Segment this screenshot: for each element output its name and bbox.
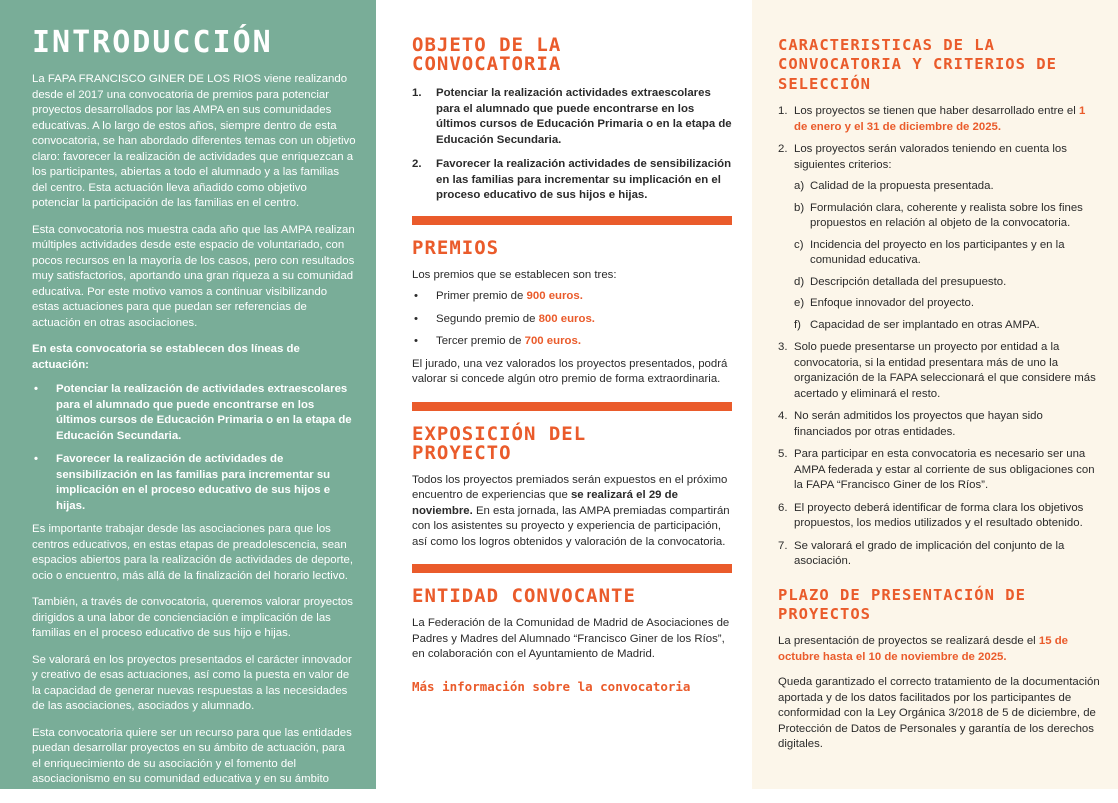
premio-item: [436, 312, 732, 328]
section-divider: [412, 216, 732, 225]
criterio-item: [794, 142, 1100, 333]
subcriterios-list: [794, 179, 1100, 333]
objeto-item: [436, 86, 732, 148]
subcriterio-letter: d): [794, 275, 804, 291]
criterio-text: Solo puede presentarse un proyecto por entidad a la convocatoria, si la entidad presentara más de uno la organización de la FAPA seleccionará el que considere más acertado y eliminará el resto.: [794, 341, 1096, 400]
premio-item: [436, 289, 732, 305]
subcriterio-item: [810, 179, 1100, 195]
criterio-number: 5.: [778, 447, 788, 463]
objeto-item-number: 2.: [412, 157, 422, 173]
premio-amount: 800 euros.: [539, 313, 595, 325]
criterio-item: [794, 501, 1100, 532]
premios-list: [412, 289, 732, 350]
premios-intro: Los premios que se establecen son tres:: [412, 268, 732, 284]
intro-lines-heading: En esta convocatoria se establecen dos líneas de actuación:: [32, 342, 356, 373]
objeto-title: OBJETO DE LA CONVOCATORIA: [412, 36, 642, 74]
entidad-text: La Federación de la Comunidad de Madrid de Asociaciones de Padres y Madres del Alumnado “Francisco Giner de los Ríos”, en colaboración con el Ayuntamiento de Madrid.: [412, 616, 732, 663]
premio-label: Tercer premio de: [436, 335, 525, 347]
caracteristicas-title: CARACTERISTICAS DE LA CONVOCATORIA Y CRITERIOS DE SELECCIÓN: [778, 36, 1100, 94]
exposicion-text: [412, 473, 732, 551]
introduccion-title: INTRODUCCIÓN: [32, 28, 356, 58]
intro-line-item: • Potenciar la realización de actividades extraescolares para el alumnado que puede encontrarse en los últimos cursos de Educación Primaria o en la etapa de Educación Secundaria.: [56, 382, 356, 444]
subcriterio-item: [810, 201, 1100, 232]
plazo-text-1: La presentación de proyectos se realizará desde el: [778, 635, 1039, 647]
subcriterio-letter: f): [794, 318, 801, 334]
criterios-list: [778, 104, 1100, 570]
exposicion-text-1: Todos los proyectos premiados serán expuestos en el próximo encuentro de experiencias que: [412, 474, 727, 502]
criterio-item: [794, 104, 1100, 135]
subcriterio-text: Incidencia del proyecto en los participantes y en la comunidad educativa.: [810, 239, 1065, 267]
subcriterio-letter: c): [794, 238, 804, 254]
intro-paragraph-7: Esta convocatoria quiere ser un recurso para que las entidades puedan desarrollar proyectos en su ámbito de actuación, para el enriquecimiento de su asociación y el fomento del asociacionismo en su comunidad educativa y en su ámbito local.: [32, 726, 356, 803]
subcriterio-item: [810, 318, 1100, 334]
criterio-number: 4.: [778, 409, 788, 425]
exposicion-title: EXPOSICIÓN DEL PROYECTO: [412, 425, 642, 463]
criterio-number: 7.: [778, 539, 788, 555]
criterio-number: 6.: [778, 501, 788, 517]
premio-amount: 900 euros.: [527, 290, 583, 302]
intro-paragraph-4: Es importante trabajar desde las asociaciones para que los centros educativos, en estas etapas de preadolescencia, sean espacios abiertos para la realización de actividades de deporte, ocio o encuentro, más allá de la finalización del horario lectivo.: [32, 522, 356, 584]
intro-lines-list: [32, 382, 356, 514]
subcriterio-text: Descripción detallada del presupuesto.: [810, 276, 1006, 288]
criterio-text: No serán admitidos los proyectos que hayan sido financiados por otras entidades.: [794, 410, 1043, 438]
objeto-panel: [376, 0, 752, 789]
intro-paragraph-2: Esta convocatoria nos muestra cada año que las AMPA realizan múltiples actividades desde este espacio de voluntariado, con pocos recursos en la mayoría de los casos, pero con resultados muy satisfactorios, aportando una gran riqueza a su comunidad educativa. Por este motivo vamos a continuar visibilizando estas actuaciones para que puedan ser referencias de actuación en otras asociaciones.: [32, 223, 356, 332]
caracteristicas-panel: [752, 0, 1118, 789]
criterio-text: Se valorará el grado de implicación del conjunto de la asociación.: [794, 540, 1064, 568]
criterio-number: 2.: [778, 142, 788, 158]
criterio-text: El proyecto deberá identificar de forma clara los objetivos propuestos, los medios utilizados y el resultado obtenido.: [794, 502, 1083, 530]
subcriterio-letter: a): [794, 179, 804, 195]
subcriterio-item: [810, 275, 1100, 291]
exposicion-date: se realizará el 29 de noviembre.: [412, 489, 678, 517]
premio-label: Segundo premio de: [436, 313, 539, 325]
criterio-dates: 1 de enero y el 31 de diciembre de 2025.: [794, 105, 1085, 133]
intro-paragraph-6: Se valorará en los proyectos presentados el carácter innovador y creativo de esas actuaciones, así como la puesta en valor de la capacidad de generar nuevas respuestas a las necesidades de las asociaciones, asociados y alumnado.: [32, 653, 356, 715]
criterio-item: [794, 447, 1100, 494]
criterio-text: Los proyectos serán valorados teniendo en cuenta los siguientes criterios:: [794, 143, 1067, 171]
plazo-text: [778, 634, 1100, 665]
criterio-item: [794, 539, 1100, 570]
subcriterio-item: [810, 296, 1100, 312]
section-divider: [412, 564, 732, 573]
criterio-text: Para participar en esta convocatoria es necesario ser una AMPA federada y estar al corriente de sus obligaciones con la FAPA “Francisco Giner de los Ríos”.: [794, 448, 1095, 491]
proteccion-datos-text: Queda garantizado el correcto tratamiento de la documentación aportada y de los datos facilitados por los participantes de conformidad con la Ley Orgánica 3/2018 de 5 de diciembre, de Protección de Datos de Personales y garantía de los derechos digitales.: [778, 675, 1100, 753]
premio-amount: 700 euros.: [525, 335, 581, 347]
more-info-link[interactable]: Más información sobre la convocatoria: [412, 679, 732, 694]
subcriterio-text: Formulación clara, coherente y realista sobre los fines propuestos en relación al objeto de la convocatoria.: [810, 202, 1083, 230]
objeto-item-text: Potenciar la realización actividades extraescolares para el alumnado que puede encontrarse en los últimos cursos de Educación Primaria o en la etapa de Educación Secundaria.: [436, 87, 732, 146]
objeto-item-number: 1.: [412, 86, 422, 102]
introduccion-panel: [0, 0, 376, 789]
criterio-text: Los proyectos se tienen que haber desarrollado entre el: [794, 105, 1079, 117]
plazo-dates: 15 de octubre hasta el 10 de noviembre de 2025.: [778, 635, 1068, 663]
subcriterio-text: Calidad de la propuesta presentada.: [810, 180, 994, 192]
premios-title: PREMIOS: [412, 239, 732, 258]
subcriterio-text: Capacidad de ser implantado en otras AMPA.: [810, 319, 1040, 331]
plazo-title: PLAZO DE PRESENTACIÓN DE PROYECTOS: [778, 586, 1100, 625]
section-divider: [412, 402, 732, 411]
premios-note: El jurado, una vez valorados los proyectos presentados, podrá valorar si concede algún otro premio de forma extraordinaria.: [412, 357, 732, 388]
exposicion-text-3: En esta jornada, las AMPA premiadas compartirán con los asistentes su proyecto y experiencia de participación, así como los logros obtenidos y valoración de la convocatoria.: [412, 505, 730, 548]
intro-paragraph-1: La FAPA FRANCISCO GINER DE LOS RIOS viene realizando desde el 2017 una convocatoria de premios para potenciar proyectos desarrollados por las AMPA en sus comunidades educativas. A lo largo de estos años, siempre dentro de esta convocatoria, se han abordado diferentes temas con un objetivo claro: favorecer la realización de actividades que enriquezcan a los participantes, abiertas a todo el alumnado y a las familias del centro. Esta actuación lleva añadido como objetivo potenciar la participación de las familias en el centro.: [32, 72, 356, 212]
objeto-list: [412, 86, 732, 204]
objeto-item: [436, 157, 732, 204]
subcriterio-item: [810, 238, 1100, 269]
intro-line-item: • Favorecer la realización de actividades de sensibilización en las familias para incrementar su implicación en el proceso educativo de sus hijos e hijas.: [56, 452, 356, 514]
objeto-item-text: Favorecer la realización actividades de sensibilización en las familias para incrementar su implicación en el proceso educativo de sus hijos e hijas.: [436, 158, 731, 201]
subcriterio-letter: e): [794, 296, 804, 312]
criterio-number: 3.: [778, 340, 788, 356]
subcriterio-letter: b): [794, 201, 804, 217]
entidad-title: ENTIDAD CONVOCANTE: [412, 587, 732, 606]
intro-paragraph-5: También, a través de convocatoria, queremos valorar proyectos dirigidos a una labor de concienciación e implicación de las familias en el proceso educativo de sus hijo e hijas.: [32, 595, 356, 642]
criterio-number: 1.: [778, 104, 788, 120]
criterio-item: [794, 409, 1100, 440]
subcriterio-text: Enfoque innovador del proyecto.: [810, 297, 974, 309]
premio-item: [436, 334, 732, 350]
premio-label: Primer premio de: [436, 290, 527, 302]
criterio-item: [794, 340, 1100, 402]
